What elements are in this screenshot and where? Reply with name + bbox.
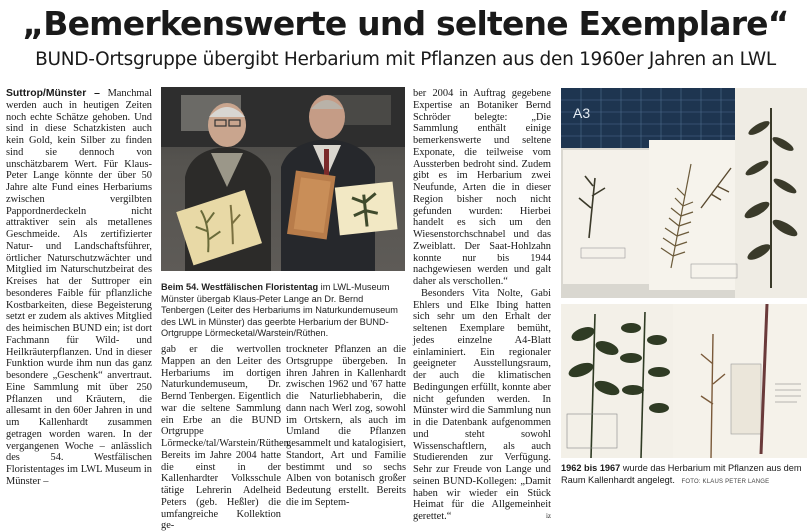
article-text: Besonders Vita Nolte, Gabi Ehlers und Elke Ibing hatten sich sehr um den Erhalt der seltenen Exemplare bemüht, jedes einzelne A4-Blatt einlaminiert. Ein regionaler geeigneter Ausstellungsraum, der auch die klimatischen Bedingungen erfüllt, konnte aber nicht gefunden werden. In Münster wird die Sammlung nun in die Datenbank aufgenommen und steht sowohl Wissenschaftlern, als auch Studierenden zur Verfügung. Sehr zur Freude von Lange und seinen BUND-Kollegen: „Damit haben wir wieder ein Stück Heimat für die Allgemeinheit gerettet.“ [413, 287, 551, 522]
author-initials: iz [545, 512, 551, 520]
photo-caption-right [561, 463, 807, 488]
herbarium-photo-top-drawing [561, 88, 807, 298]
handover-photo [161, 87, 405, 271]
article-column-1 [6, 88, 152, 488]
article-column-3 [286, 344, 406, 509]
caption-text: wurde das Herbarium mit Pflanzen aus dem Raum Kallenhardt angelegt. [561, 463, 802, 485]
photo-caption-left [161, 282, 407, 340]
herbarium-photo-bottom-drawing [561, 304, 807, 458]
handover-photo-drawing [161, 87, 405, 271]
caption-text: im LWL-Museum Münster übergab Klaus-Peter Lange an Dr. Bernd Tenbergen (Leiter des Herbariums im Naturkundemuseum des LWL in Münster) das geerbte Herbarium der BUND-Ortgruppe Lörmecketal/Warstein/Rüthen. [161, 282, 398, 339]
article-column-4 [413, 88, 551, 523]
herbarium-photo-bottom [561, 304, 807, 458]
headline: „Bemerkenswerte und seltene Exemplare“ [22, 4, 789, 43]
photo-credit: FOTO: KLAUS PETER LANGE [681, 478, 770, 485]
subheadline: BUND-Ortsgruppe übergibt Herbarium mit Pflanzen aus den 1960er Jahren an LWL [35, 49, 776, 70]
dateline: Suttrop/Münster – [6, 88, 100, 99]
caption-lead: Beim 54. Westfälischen Floristentag [161, 282, 319, 292]
article-text: Manchmal werden auch in heutigen Zeiten noch echte Schätze gehoben. Und sind in diese Schatzkisten auch kein Gold, kein Silber zu finden sind sie dennoch von unschätzbarem Wert. Für Klaus-Peter Lange könnte der über 50 Jahre alte Fund eines Herbariums zwischen vergilbten Pappordnerdeckeln nicht attraktiver sein als metallenes Geschmeide. Als zertifizierter Natur- und Landschaftsführer, örtlicher Naturschutzwächter und Mitglied im Naturschutzbeirat des Kreises hat der Suttroper ein besonderes Faible für pflanzliche Kostbarkeiten, diese Begeisterung setzt er zudem als aktives Mitglied des heimischen BUND ein; ist dort Fachmann für Wild- und Heilkräuterpflanzen. Und in dieser Funktion wurde ihm nun das ganz besondere „Geschenk“ anvertraut. Eine Sammlung mit über 250 Pflanzen und Kräutern, die allesamt in den 60er Jahren in und um Kallenhardt zusammen getragen worden waren. In der vergangenen Woche – anlässlich des 54. Westfälischen Floristentages im LWL Museum in Münster – [6, 88, 152, 487]
herbarium-photo-top [561, 88, 807, 298]
article-text: gab er die wertvollen Mappen an den Leiter des Herbariums im dortigen Naturkundemuseum, Dr. Bernd Tenbergen. Eigentlich war die seltene Sammlung ein Erbe an die BUND Ortgruppe Lörmecke/tal/Warstein/Rüthen. Bereits im Jahre 2004 hatte die einst in der Kallenhardter Volksschule tätige Lehrerin Adelheid Peters (geb. Heßler) die umfangreiche Kollektion ge- [161, 344, 292, 532]
caption-lead: 1962 bis 1967 [561, 463, 621, 473]
article-text: trockneter Pflanzen an die Ortsgruppe übergeben. In ihren Jahren in Kallenhardt zwischen 1962 und '67 hatte die Naturliebhaberin, die dann nach Werl zog, sowohl im Ortskern, als auch im Umland die Pflanzen gesammelt und katalogisiert, Standort, Art und Familie bestimmt und so sechs Alben von botanisch großer Bedeutung erstellt. Bereits die im Septem- [286, 344, 406, 508]
article-text: ber 2004 in Auftrag gegebene Expertise an Botaniker Bernd Schröder belegte: „Die Sammlung enthält einige bemerkenswerte und seltene Exponate, die teilweise vom Aussterben bedroht sind. Zudem gibt es im Herbarium zwei Neufunde, Arten die in dieser Region bisher noch nicht gefunden wurden: Hierbei handelt es sich um den Wiesenstorchschnabel und das Zweiblatt. Der Saat-Hohlzahn konnte nur bis 1944 nachgewiesen werden und galt daher als verschollen.“ [413, 88, 551, 287]
article-column-2 [161, 344, 292, 532]
ruler-label: A3 [573, 105, 591, 121]
article-text-para [413, 288, 551, 523]
